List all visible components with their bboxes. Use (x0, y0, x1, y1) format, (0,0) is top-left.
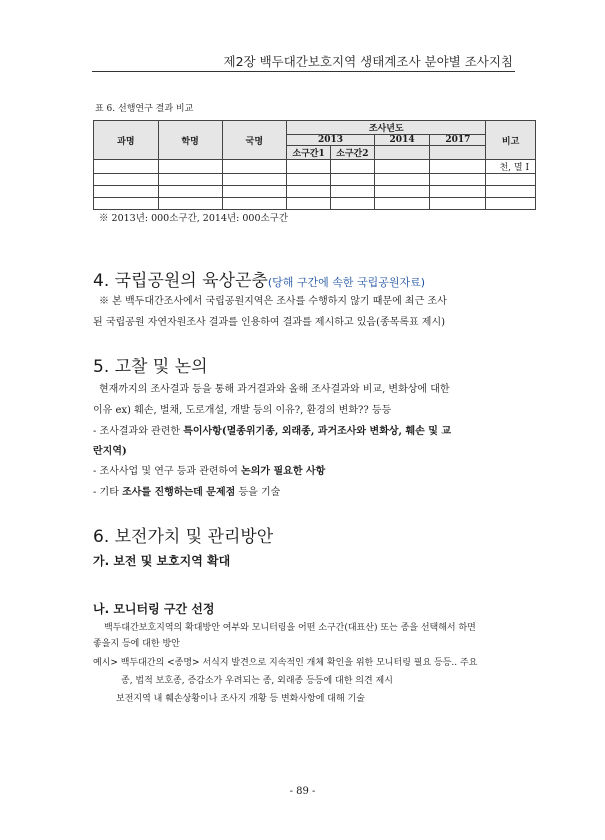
s5-bullet-2-bold: 논의가 필요한 사항 (241, 466, 326, 477)
col-family-header: 과명 (94, 121, 159, 160)
s5-bullet-1-bold: 특이사항(멸종위기종, 외래종, 과거조사와 변화상, 훼손 및 교 (183, 426, 452, 437)
section-5-heading: 5. 고찰 및 논의 (93, 357, 208, 377)
s5-bullet-1-bold-cont: 란지역) (93, 446, 127, 457)
header-rule (92, 71, 515, 72)
s5-bullet-3-text: - 기타 (93, 487, 123, 498)
s5-bullet-1-cont (93, 441, 127, 462)
s5-bullet-2-text: - 조사사업 및 연구 등과 관련하여 (93, 466, 242, 477)
section-4-heading (93, 266, 425, 291)
s4-paragraph-line2: 된 국립공원 자연자원조사 결과를 인용하여 결과를 제시하고 있음(종목록표 제시) (93, 317, 446, 328)
section-4-title: 4. 국립공원의 육상곤충 (93, 271, 268, 291)
col-note-header: 비고 (486, 121, 536, 160)
year-2017-header: 2017 (430, 135, 486, 146)
s6-example-line1: 예시> 백두대간의 <종명> 서식지 발견으로 지속적인 개체 확인을 위한 모니터링 필요 등등.. 주요 (93, 658, 478, 668)
s6-paragraph-line1: 백두대간보호지역의 확대방안 여부와 모니터링을 어떤 소구간(대표산) 또는 종을 선택해서 하면 (104, 623, 476, 633)
col-scientific-header: 학명 (158, 121, 222, 160)
s5-bullet-1 (93, 421, 451, 442)
subsection-a-heading: 가. 보전 및 보호지역 확대 (93, 554, 231, 568)
table-row (94, 160, 536, 174)
s6-example-line2: 종, 법적 보호종, 증감소가 우려되는 종, 외래종 등등에 대한 의견 제시 (121, 676, 393, 686)
col-korean-header: 국명 (222, 121, 287, 160)
s6-paragraph-line2: 좋을지 등에 대한 방안 (93, 639, 180, 649)
section1-header: 소구간1 (287, 146, 331, 160)
section-blank-2017 (430, 146, 486, 160)
year-2014-header: 2014 (374, 135, 430, 146)
s5-bullet-3-tail: 등을 기술 (235, 487, 281, 498)
section-4-subtitle: (당해 구간에 속한 국립공원자료) (267, 276, 426, 289)
s5-bullet-2 (93, 461, 325, 482)
table-footnote: ※ 2013년: 000소구간, 2014년: 000소구간 (99, 213, 289, 224)
table-caption: 표 6. 선행연구 결과 비교 (95, 104, 194, 114)
table-row (94, 186, 536, 198)
survey-comparison-table (93, 120, 536, 210)
s4-paragraph-line1: ※ 본 백두대간조사에서 국립공원지역은 조사를 수행하지 않기 때문에 최근 조사 (99, 296, 447, 307)
table-row (94, 198, 536, 210)
s5-paragraph-line1: 현재까지의 조사결과 등을 통해 과거결과와 올해 조사결과와 비교, 변화상에 대한 (99, 384, 450, 395)
section-6-heading: 6. 보전가치 및 관리방안 (93, 527, 274, 547)
section-blank-2014 (374, 146, 430, 160)
s5-bullet-1-text: - 조사결과와 관련한 (93, 426, 184, 437)
col-year-group-header: 조사년도 (287, 121, 486, 135)
section2-header: 소구간2 (330, 146, 374, 160)
page-number: - 89 - (289, 786, 316, 797)
s5-bullet-3-bold: 조사를 진행하는데 문제점 (122, 487, 236, 498)
subsection-b-heading: 나. 모니터링 구간 선정 (93, 602, 215, 616)
s5-paragraph-line2: 이유 ex) 훼손, 벌채, 도로개설, 개발 등의 이유?, 환경의 변화?? 등등 (93, 405, 392, 416)
running-header: 제2장 백두대간보호지역 생태계조사 분야별 조사지침 (223, 54, 513, 69)
s6-paragraph-line5: 보전지역 내 훼손상황이나 조사지 개황 등 변화사항에 대해 기술 (116, 694, 365, 704)
s5-bullet-3 (93, 482, 280, 503)
row-note: 천, 멸 I (486, 160, 536, 174)
year-2013-header: 2013 (287, 135, 374, 146)
table-row (94, 174, 536, 186)
